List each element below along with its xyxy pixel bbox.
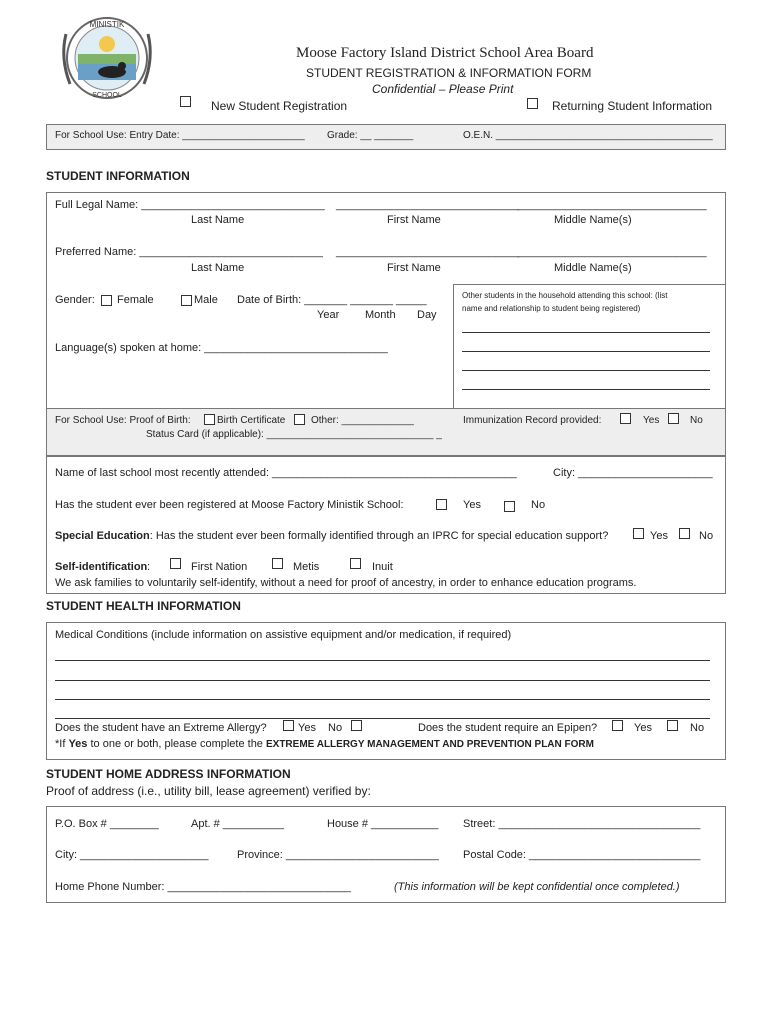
immunization-label: Immunization Record provided:: [463, 415, 602, 426]
special-ed-yes-checkbox[interactable]: [633, 528, 644, 539]
student-info-heading: STUDENT INFORMATION: [46, 169, 190, 183]
self-id-colon: :: [147, 561, 151, 573]
city-field[interactable]: City: _____________________: [55, 849, 209, 861]
epipen-no-label: No: [690, 722, 705, 734]
last-name-caption: Last Name: [191, 262, 245, 274]
preferred-middle-name-field[interactable]: _______________________________: [517, 246, 707, 258]
board-name: Moose Factory Island District School Area Board: [296, 45, 594, 61]
month-caption: Month: [365, 309, 396, 321]
full-legal-name-field[interactable]: Full Legal Name: ______________________________: [55, 199, 325, 211]
entry-date-field[interactable]: For School Use: Entry Date: ______________________: [55, 130, 305, 141]
house-field[interactable]: House # ___________: [327, 818, 439, 830]
special-ed-yes-label: Yes: [650, 530, 668, 542]
household-line[interactable]: [462, 332, 710, 333]
other-checkbox[interactable]: [294, 414, 305, 425]
languages-field[interactable]: Language(s) spoken at home: ______________________________: [55, 342, 388, 354]
allergy-yes-checkbox[interactable]: [283, 720, 294, 731]
gender-label: Gender:: [55, 294, 95, 306]
household-box: [453, 284, 726, 409]
special-ed-question: [55, 530, 608, 542]
allergy-plan-note: [55, 738, 594, 750]
new-student-checkbox[interactable]: [180, 96, 191, 107]
middle-names-caption: Middle Name(s): [554, 214, 632, 226]
registered-no-label: No: [531, 499, 546, 511]
allergy-no-checkbox[interactable]: [351, 720, 362, 731]
preferred-name-field[interactable]: Preferred Name: ______________________________: [55, 246, 323, 258]
immunization-yes-checkbox[interactable]: [620, 413, 631, 424]
female-label: Female: [117, 294, 154, 306]
first-nation-label: First Nation: [191, 561, 248, 573]
logo-text-top: MINISTIK: [89, 20, 125, 29]
legal-middle-name-field[interactable]: _______________________________: [517, 199, 707, 211]
form-title: STUDENT REGISTRATION & INFORMATION FORM: [306, 66, 592, 80]
medical-line[interactable]: [55, 699, 710, 700]
household-line[interactable]: [462, 389, 710, 390]
metis-checkbox[interactable]: [272, 558, 283, 569]
allergy-plan-form-name: EXTREME ALLERGY MANAGEMENT AND PREVENTION PLAN FORM: [265, 739, 594, 750]
medical-line[interactable]: [55, 718, 710, 719]
middle-names-caption: Middle Name(s): [554, 262, 632, 274]
epipen-yes-checkbox[interactable]: [612, 720, 623, 731]
note-mid: to one or both, please complete the: [87, 738, 266, 750]
street-field[interactable]: Street: _________________________________: [463, 818, 701, 830]
birth-certificate-label: Birth Certificate: [217, 415, 286, 426]
note-yes: Yes: [68, 738, 88, 750]
year-caption: Year: [317, 309, 340, 321]
immunization-no-label: No: [690, 415, 703, 426]
proof-of-birth-label: For School Use: Proof of Birth:: [55, 415, 191, 426]
legal-first-name-field[interactable]: ______________________________: [336, 199, 520, 211]
form-subtitle: Confidential – Please Print: [372, 82, 514, 96]
returning-student-label: Returning Student Information: [552, 99, 713, 113]
grade-field[interactable]: Grade: __ _______: [327, 130, 414, 141]
medical-line[interactable]: [55, 680, 710, 681]
registered-yes-checkbox[interactable]: [436, 499, 447, 510]
male-label: Male: [194, 294, 218, 306]
special-ed-no-checkbox[interactable]: [679, 528, 690, 539]
inuit-label: Inuit: [372, 561, 393, 573]
preferred-first-name-field[interactable]: ______________________________: [336, 246, 520, 258]
allergy-no-label: No: [328, 722, 343, 734]
self-id-note: We ask families to voluntarily self-identify, without a need for proof of ancestry, in order to enhance education programs.: [55, 577, 637, 589]
other-field[interactable]: Other: _____________: [311, 415, 414, 426]
po-box-field[interactable]: P.O. Box # ________: [55, 818, 159, 830]
household-line[interactable]: [462, 351, 710, 352]
birth-certificate-checkbox[interactable]: [204, 414, 215, 425]
medical-conditions-label: Medical Conditions (include information on assistive equipment and/or medication, if required): [55, 629, 512, 641]
self-id-label: Self-identification: [55, 561, 148, 573]
metis-label: Metis: [293, 561, 320, 573]
date-of-birth-field[interactable]: Date of Birth: _______ _______ _____: [237, 294, 427, 306]
first-name-caption: First Name: [387, 262, 441, 274]
registered-question: Has the student ever been registered at Moose Factory Ministik School:: [55, 499, 404, 511]
day-caption: Day: [417, 309, 437, 321]
last-school-field[interactable]: Name of last school most recently attended: ________________________________________: [55, 467, 517, 479]
last-school-city-field[interactable]: City: ______________________: [553, 467, 713, 479]
oen-field[interactable]: O.E.N. _______________________________________: [463, 130, 713, 141]
address-heading: STUDENT HOME ADDRESS INFORMATION: [46, 767, 291, 781]
proof-of-address-label: Proof of address (i.e., utility bill, lease agreement) verified by:: [46, 784, 371, 798]
epipen-question: Does the student require an Epipen?: [418, 722, 598, 734]
medical-line[interactable]: [55, 660, 710, 661]
household-line[interactable]: [462, 370, 710, 371]
epipen-yes-label: Yes: [634, 722, 652, 734]
first-nation-checkbox[interactable]: [170, 558, 181, 569]
allergy-yes-label: Yes: [298, 722, 316, 734]
special-ed-text: : Has the student ever been formally identified through an IPRC for special education support?: [149, 530, 609, 542]
special-ed-no-label: No: [699, 530, 714, 542]
returning-student-checkbox[interactable]: [527, 98, 538, 109]
note-pre: *If: [55, 738, 69, 750]
allergy-question: Does the student have an Extreme Allergy?: [55, 722, 267, 734]
household-note-line-2: name and relationship to student being registered): [462, 304, 641, 313]
confidential-note: (This information will be kept confidential once completed.): [394, 881, 680, 893]
household-note-line-1: Other students in the household attending this school: (list: [462, 291, 668, 300]
immunization-no-checkbox[interactable]: [668, 413, 679, 424]
immunization-yes-label: Yes: [643, 415, 660, 426]
last-name-caption: Last Name: [191, 214, 245, 226]
special-ed-label: Special Education: [55, 530, 150, 542]
apt-field[interactable]: Apt. # __________: [191, 818, 284, 830]
status-card-field[interactable]: Status Card (if applicable): ______________________________ _: [146, 429, 442, 440]
school-logo: [58, 14, 156, 102]
province-field[interactable]: Province: _________________________: [237, 849, 439, 861]
first-name-caption: First Name: [387, 214, 441, 226]
logo-text-bottom: SCHOOL: [92, 92, 122, 99]
registered-yes-label: Yes: [463, 499, 481, 511]
epipen-no-checkbox[interactable]: [667, 720, 678, 731]
new-student-label: New Student Registration: [211, 99, 348, 113]
home-phone-field[interactable]: Home Phone Number: ______________________________: [55, 881, 352, 893]
inuit-checkbox[interactable]: [350, 558, 361, 569]
health-heading: STUDENT HEALTH INFORMATION: [46, 599, 241, 613]
registered-no-checkbox[interactable]: [504, 501, 515, 512]
postal-code-field[interactable]: Postal Code: ____________________________: [463, 849, 701, 861]
male-checkbox[interactable]: [181, 295, 192, 306]
female-checkbox[interactable]: [101, 295, 112, 306]
